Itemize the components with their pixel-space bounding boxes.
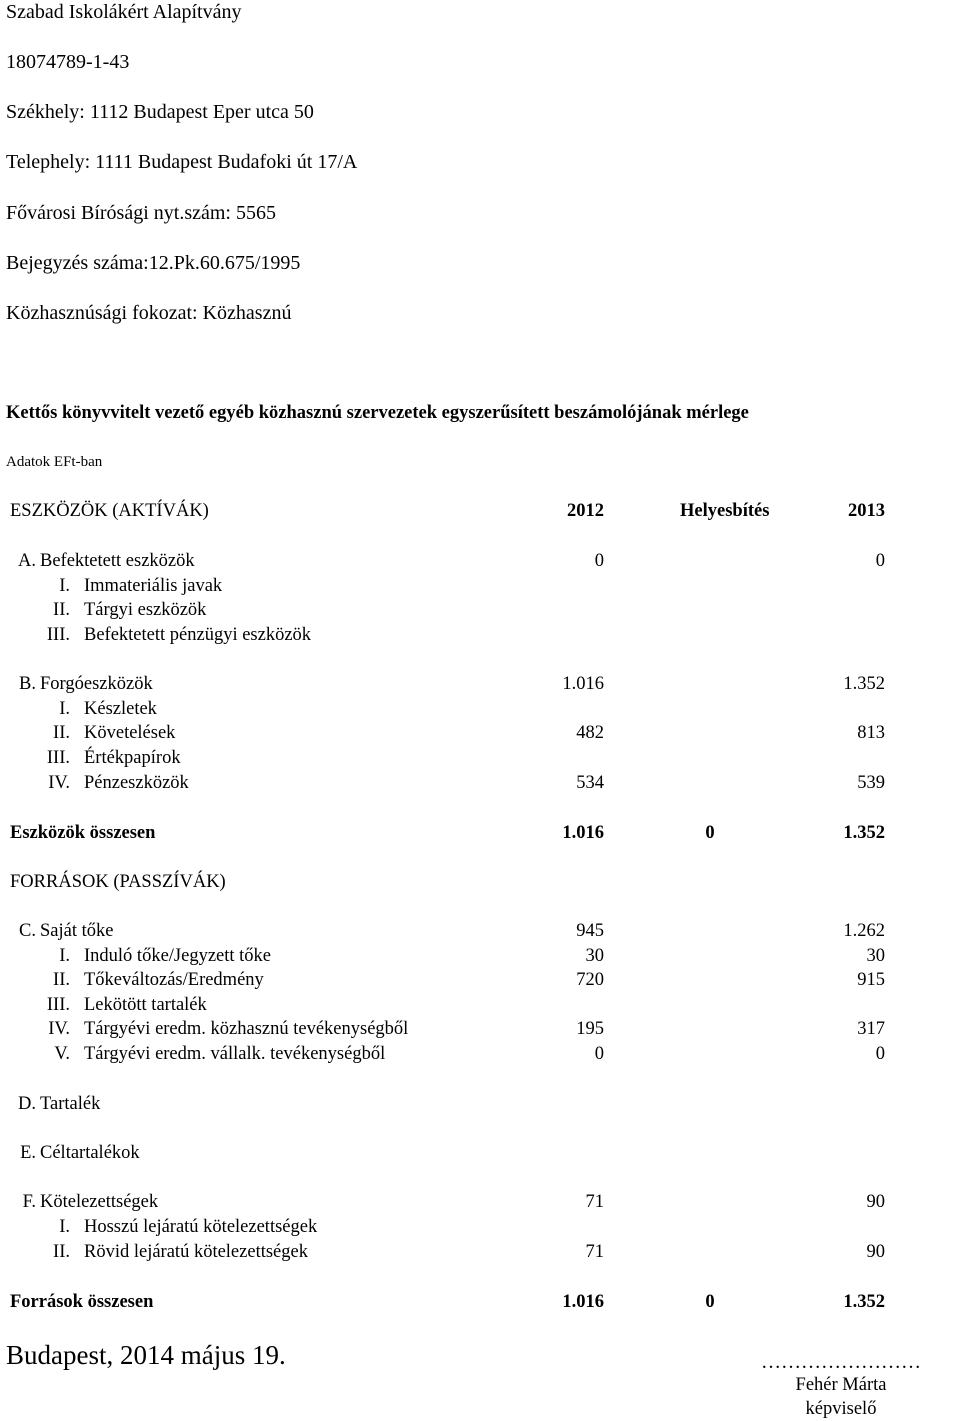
signer-name: Fehér Márta xyxy=(795,1375,887,1395)
assets-heading: ESZKÖZÖK (AKTÍVÁK) xyxy=(10,501,209,521)
report-title: Kettős könyvvitelt vezető egyéb közhasznú szervezetek egyszerűsített beszámolójának mérlege xyxy=(6,403,749,423)
table-row xyxy=(0,968,960,992)
table-row xyxy=(0,623,960,647)
row-label: Tárgyévi eredm. közhasznú tevékenységből xyxy=(84,1019,409,1039)
row-label: Befektetett pénzügyi eszközök xyxy=(84,625,312,645)
row-label: Pénzeszközök xyxy=(84,773,189,793)
row-label: Tárgyévi eredm. vállalk. tevékenységből xyxy=(84,1044,386,1064)
row-code: II. xyxy=(53,600,70,620)
value-2013: 915 xyxy=(857,970,885,990)
liabilities-total-correction: 0 xyxy=(705,1292,715,1312)
row-code: III. xyxy=(46,625,70,645)
public-benefit-status: Közhasznúsági fokozat: Közhasznú xyxy=(6,302,292,324)
table-row xyxy=(0,1092,960,1116)
value-2013: 317 xyxy=(857,1019,885,1039)
table-row xyxy=(0,1141,960,1165)
row-label: Induló tőke/Jegyzett tőke xyxy=(84,946,272,966)
place-date: Budapest, 2014 május 19. xyxy=(6,1340,286,1370)
assets-total-label: Eszközök összesen xyxy=(10,823,156,843)
value-2013: 539 xyxy=(857,773,885,793)
value-2013: 30 xyxy=(866,946,885,966)
value-2012: 0 xyxy=(594,1044,604,1064)
site-address: Telephely: 1111 Budapest Budafoki út 17/A xyxy=(6,151,358,173)
value-2012: 720 xyxy=(576,970,604,990)
table-row xyxy=(0,919,960,943)
row-code: B. xyxy=(19,674,36,694)
liabilities-heading: FORRÁSOK (PASSZÍVÁK) xyxy=(10,872,226,892)
row-label: Forgóeszközök xyxy=(40,674,153,694)
value-2013: 0 xyxy=(875,1044,885,1064)
registration-number: Bejegyzés száma:12.Pk.60.675/1995 xyxy=(6,252,301,274)
table-row xyxy=(0,549,960,573)
value-2013: 813 xyxy=(857,723,885,743)
table-row xyxy=(0,993,960,1017)
table-row xyxy=(0,771,960,795)
row-label: Céltartalékok xyxy=(40,1143,140,1163)
value-2013: 90 xyxy=(866,1242,885,1262)
table-row xyxy=(0,598,960,622)
table-row xyxy=(0,944,960,968)
assets-total-correction: 0 xyxy=(705,823,715,843)
row-label: Befektetett eszközök xyxy=(40,551,195,571)
org-name: Szabad Iskolákért Alapítvány xyxy=(6,1,242,23)
row-code: I. xyxy=(59,576,70,596)
value-2013: 1.262 xyxy=(843,921,885,941)
value-2012: 71 xyxy=(585,1192,604,1212)
row-label: Értékpapírok xyxy=(84,748,181,768)
row-label: Hosszú lejáratú kötelezettségek xyxy=(84,1217,318,1237)
column-header-row xyxy=(0,499,960,523)
seat-address: Székhely: 1112 Budapest Eper utca 50 xyxy=(6,101,314,123)
table-row xyxy=(0,1215,960,1239)
table-row xyxy=(0,1190,960,1214)
value-2012: 195 xyxy=(576,1019,604,1039)
row-code: IV. xyxy=(48,773,70,793)
row-code: I. xyxy=(59,1217,70,1237)
assets-total-row xyxy=(0,821,960,845)
value-2013: 0 xyxy=(875,551,885,571)
unit-note: Adatok EFt-ban xyxy=(6,454,103,470)
value-2012: 1.016 xyxy=(562,674,604,694)
liabilities-total-label: Források összesen xyxy=(10,1292,154,1312)
row-code: III. xyxy=(46,748,70,768)
row-code: C. xyxy=(19,921,36,941)
value-2012: 30 xyxy=(585,946,604,966)
assets-total-2012: 1.016 xyxy=(562,823,604,843)
row-code: D. xyxy=(18,1094,36,1114)
col-correction-header: Helyesbítés xyxy=(680,501,770,521)
liabilities-total-2013: 1.352 xyxy=(843,1292,885,1312)
row-code: II. xyxy=(53,723,70,743)
row-label: Kötelezettségek xyxy=(40,1192,159,1212)
table-row xyxy=(0,1017,960,1041)
row-code: II. xyxy=(53,1242,70,1262)
table-row xyxy=(0,721,960,745)
col-2012-header: 2012 xyxy=(567,501,604,521)
row-code: I. xyxy=(59,699,70,719)
value-2012: 0 xyxy=(594,551,604,571)
value-2012: 945 xyxy=(576,921,604,941)
row-code: III. xyxy=(46,995,70,1015)
table-row xyxy=(0,574,960,598)
row-code: V. xyxy=(54,1044,70,1064)
row-label: Készletek xyxy=(84,699,157,719)
table-row xyxy=(0,672,960,696)
row-label: Követelések xyxy=(84,723,176,743)
value-2012: 71 xyxy=(585,1242,604,1262)
value-2013: 1.352 xyxy=(843,674,885,694)
row-code: A. xyxy=(18,551,36,571)
row-label: Immateriális javak xyxy=(84,576,223,596)
table-row xyxy=(0,697,960,721)
signer-role: képviselő xyxy=(805,1399,877,1419)
row-label: Rövid lejáratú kötelezettségek xyxy=(84,1242,308,1262)
tax-number: 18074789-1-43 xyxy=(6,51,130,73)
table-row xyxy=(0,746,960,770)
col-2013-header: 2013 xyxy=(848,501,885,521)
row-code: II. xyxy=(53,970,70,990)
row-code: IV. xyxy=(48,1019,70,1039)
value-2012: 534 xyxy=(576,773,604,793)
row-label: Lekötött tartalék xyxy=(84,995,207,1015)
row-code: I. xyxy=(59,946,70,966)
signature-line: …………………… xyxy=(761,1351,921,1373)
assets-total-2013: 1.352 xyxy=(843,823,885,843)
liabilities-total-2012: 1.016 xyxy=(562,1292,604,1312)
row-label: Tőkeváltozás/Eredmény xyxy=(84,970,264,990)
row-code: E. xyxy=(20,1143,36,1163)
row-label: Saját tőke xyxy=(40,921,114,941)
table-row xyxy=(0,1240,960,1264)
table-row xyxy=(0,1042,960,1066)
row-label: Tárgyi eszközök xyxy=(84,600,207,620)
liabilities-heading-row xyxy=(0,870,960,894)
value-2012: 482 xyxy=(576,723,604,743)
row-label: Tartalék xyxy=(40,1094,101,1114)
row-code: F. xyxy=(22,1192,36,1212)
liabilities-total-row xyxy=(0,1290,960,1314)
value-2013: 90 xyxy=(866,1192,885,1212)
court-registry: Fővárosi Bírósági nyt.szám: 5565 xyxy=(6,202,276,224)
